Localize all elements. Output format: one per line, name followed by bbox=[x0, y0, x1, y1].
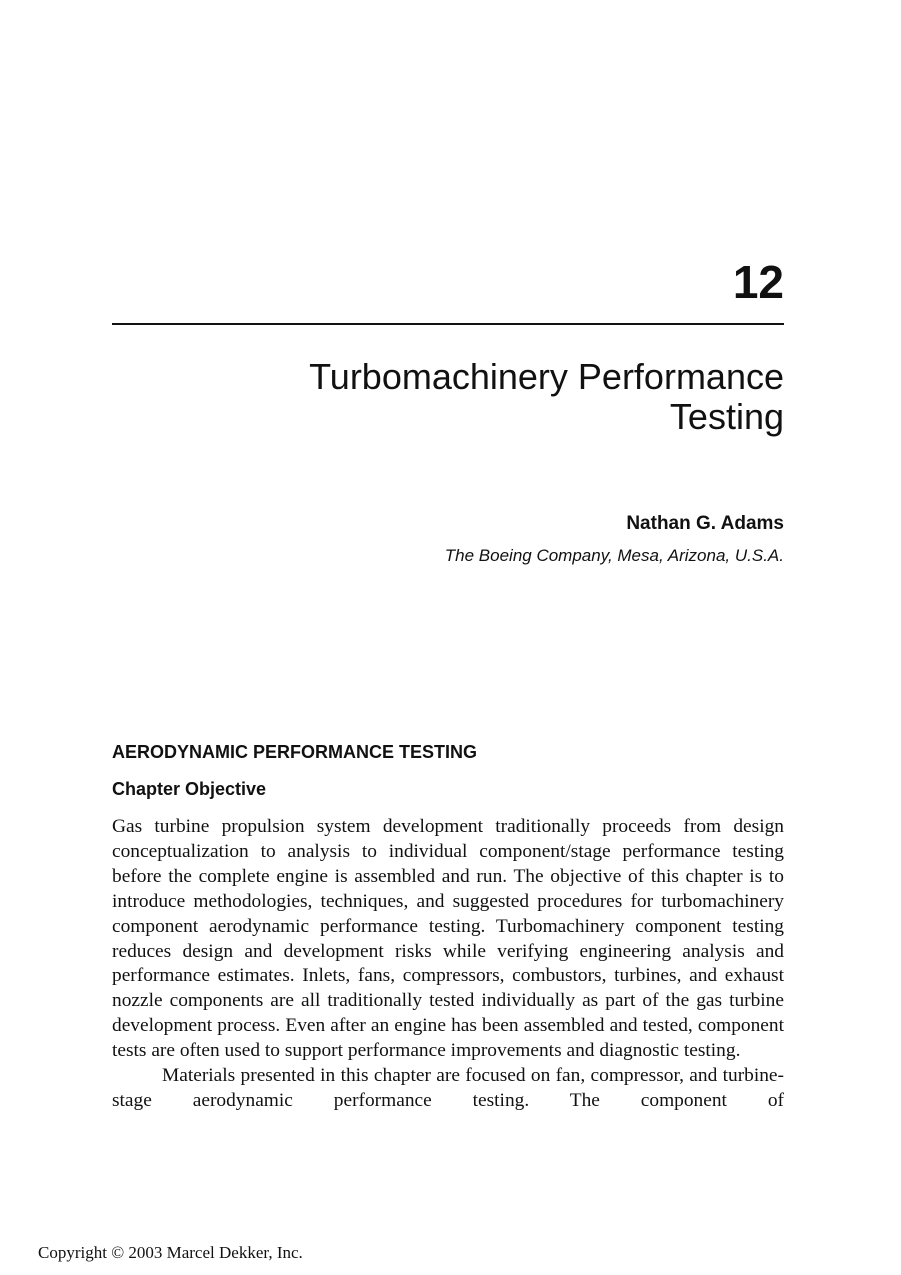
chapter-title-line-1: Turbomachinery Performance bbox=[309, 356, 784, 397]
author-name: Nathan G. Adams bbox=[626, 513, 784, 534]
chapter-title bbox=[224, 357, 784, 437]
body-paragraph-2: Materials presented in this chapter are focused on fan, compressor, and turbine-stage aerodynamic performance testing. The component of bbox=[112, 1065, 784, 1111]
chapter-number: 12 bbox=[732, 256, 784, 308]
copyright-notice: Copyright © 2003 Marcel Dekker, Inc. bbox=[38, 1243, 303, 1262]
body-text bbox=[112, 815, 784, 1114]
body-paragraph-1: Gas turbine propulsion system development traditionally proceeds from design conceptualization to analysis to individual component/stage performance testing before the complete engine is assembled and run. The objective of this chapter is to introduce methodologies, techniques, and suggested procedures for turbomachinery component aerodynamic performance testing. Turbomachinery component testing reduces design and development risks while verifying engineering analysis and performance estimates. Inlets, fans, compressors, combustors, turbines, and exhaust nozzle components are all traditionally tested individually as part of the gas turbine development process. Even after an engine has been assembled and tested, component tests are often used to support performance improvements and diagnostic testing. bbox=[112, 816, 784, 1062]
subsection-heading: Chapter Objective bbox=[112, 779, 267, 799]
chapter-rule-divider bbox=[112, 323, 784, 325]
author-affiliation: The Boeing Company, Mesa, Arizona, U.S.A. bbox=[444, 546, 784, 565]
chapter-title-line-2: Testing bbox=[669, 396, 784, 437]
section-heading: AERODYNAMIC PERFORMANCE TESTING bbox=[112, 742, 478, 762]
